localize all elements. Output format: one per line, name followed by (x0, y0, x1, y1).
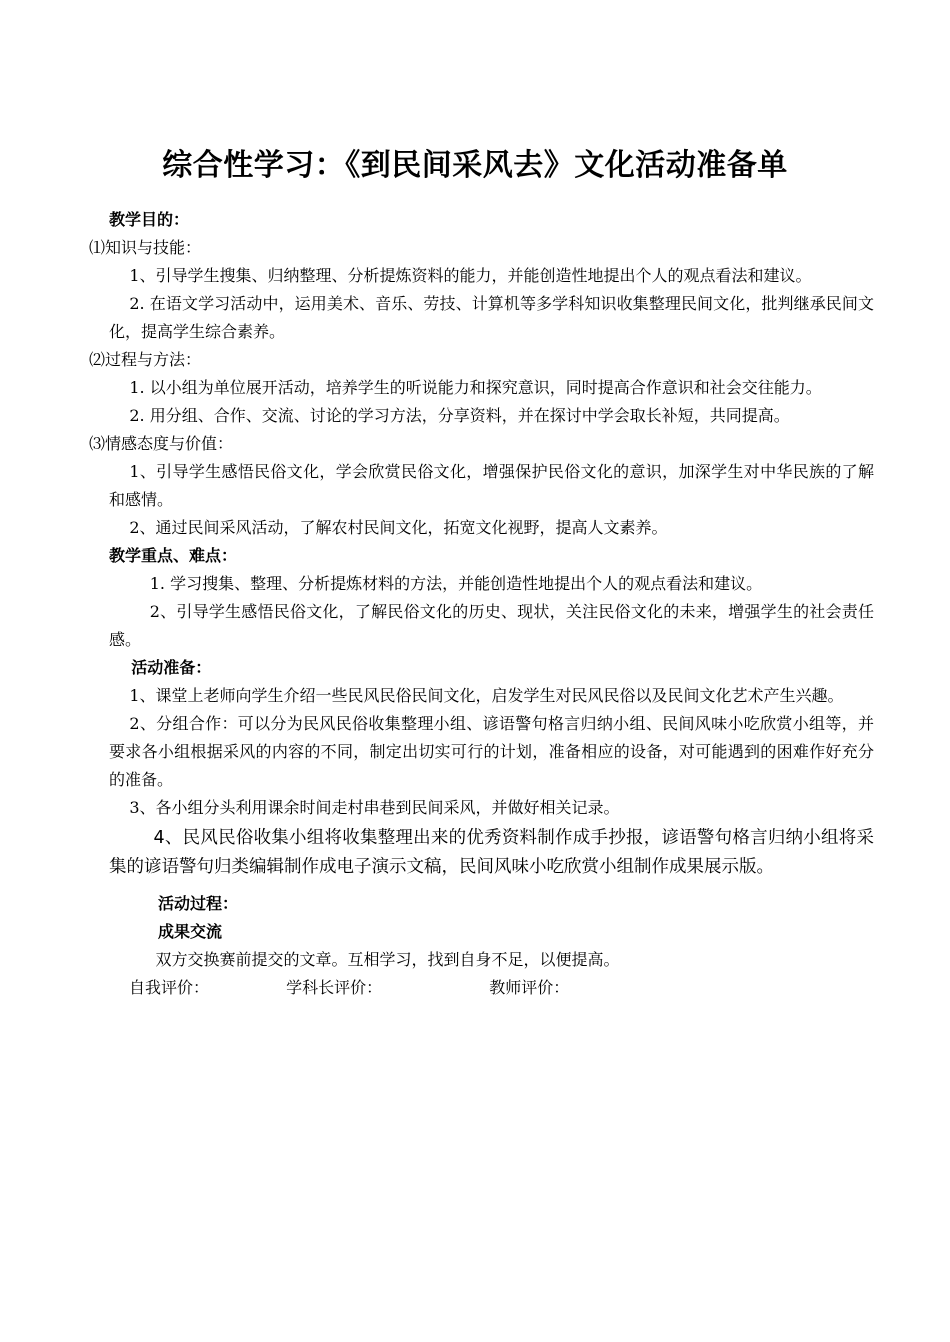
process-item-1: 1. 以小组为单位展开活动，培养学生的听说能力和探究意识，同时提高合作意识和社会交往能力。 (129, 378, 822, 397)
emotion-item-1: 1、引导学生感悟民俗文化，学会欣赏民俗文化，增强保护民俗文化的意识，加深学生对中华民族的了解和感情。 (109, 462, 874, 509)
prep-item-4: 4、民风民俗收集小组将收集整理出来的优秀资料制作成手抄报，谚语警句格言归纳小组将采集的谚语警句归类编辑制作成电子演示文稿，民间风味小吃欣赏小组制作成果展示版。 (109, 828, 874, 877)
key-points-heading: 教学重点、难点： (109, 546, 238, 565)
key-point-2: 2、引导学生感悟民俗文化，了解民俗文化的历史、现状，关注民俗文化的未来，增强学生的社会责任感。 (109, 602, 874, 649)
prep-item-2: 2、分组合作：可以分为民风民俗收集整理小组、谚语警句格言归纳小组、民间风味小吃欣赏小组等，并要求各小组根据采风的内容的不同，制定出切实可行的计划，准备相应的设备，对可能遇到的困难作好充分的准备。 (109, 714, 874, 789)
subject-evaluation-label: 学科长评价： (286, 978, 383, 997)
emotion-item-2: 2、通过民间采风活动，了解农村民间文化，拓宽文化视野，提高人文素养。 (129, 518, 668, 537)
results-heading: 成果交流 (157, 922, 222, 941)
goals-heading: 教学目的： (109, 210, 190, 229)
key-point-1: 1. 学习搜集、整理、分析提炼材料的方法，并能创造性地提出个人的观点看法和建议。 (149, 574, 763, 593)
document-title: 综合性学习：《到民间采风去》文化活动准备单 (162, 148, 788, 183)
activity-process-heading: 活动过程： (157, 894, 238, 913)
knowledge-item-1: 1、引导学生搜集、归纳整理、分析提炼资料的能力，并能创造性地提出个人的观点看法和建议。 (129, 266, 812, 285)
prep-heading: 活动准备： (131, 658, 212, 677)
evaluation-row (109, 974, 874, 1002)
knowledge-heading: ⑴知识与技能： (89, 238, 202, 257)
results-text: 双方交换赛前提交的文章。互相学习，找到自身不足，以便提高。 (155, 950, 620, 969)
emotion-heading: ⑶情感态度与价值： (89, 434, 234, 453)
teacher-evaluation-label: 教师评价： (489, 978, 570, 997)
knowledge-item-2: 2. 在语文学习活动中，运用美术、音乐、劳技、计算机等多学科知识收集整理民间文化，批判继承民间文化，提高学生综合素养。 (109, 294, 874, 341)
prep-item-3: 3、各小组分头利用课余时间走村串巷到民间采风，并做好相关记录。 (129, 798, 620, 817)
prep-item-1: 1、课堂上老师向学生介绍一些民风民俗民间文化，启发学生对民风民俗以及民间文化艺术产生兴趣。 (129, 686, 844, 705)
document-body (89, 206, 874, 1002)
process-heading: ⑵过程与方法： (89, 350, 202, 369)
process-item-2: 2. 用分组、合作、交流、讨论的学习方法，分享资料，并在探讨中学会取长补短，共同提高。 (129, 406, 790, 425)
self-evaluation-label: 自我评价： (129, 978, 210, 997)
